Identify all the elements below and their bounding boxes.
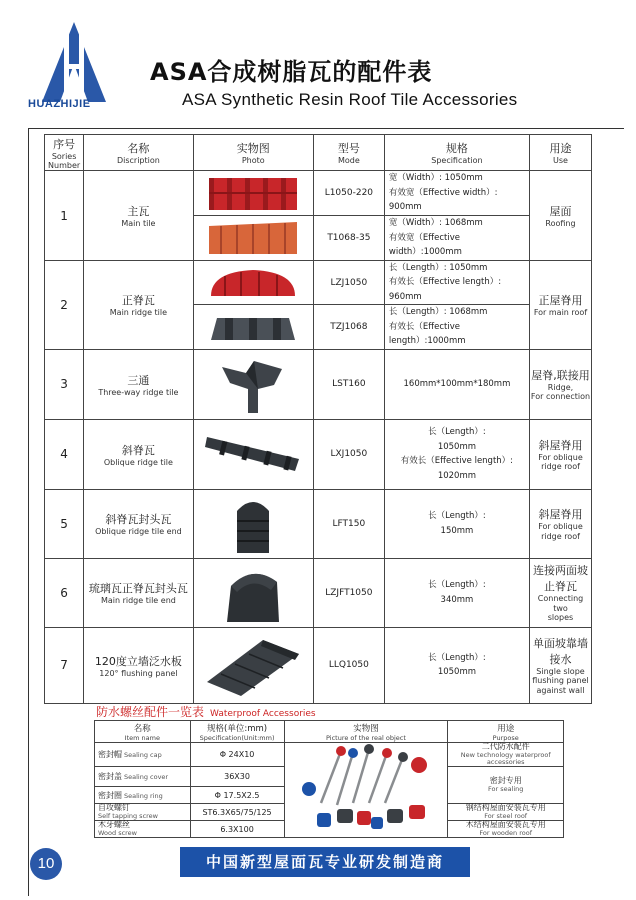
col-header-spec: 规格 Specification [384,135,529,171]
page-number: 10 [30,848,62,880]
brand-name: HUAZHIJIE [28,98,91,110]
table-row: 6 琉璃瓦正脊瓦封头瓦 Main ridge tile end LZJFT1050 长（Length）: 340mm 连接两面坡 止脊瓦 Connecting two slopes [45,558,592,627]
table-row: 5 斜脊瓦封头瓦 Oblique ridge tile end LFT150 长（Length）: 150mm 斜屋脊用 For oblique ridge roof [45,489,592,558]
accessories-table [44,134,592,704]
col-header-model: 型号 Mode [313,135,384,171]
wp-row: 密封盖 Sealing cover 36X30 密封专用 For sealing [95,767,564,787]
flushing-panel-photo [193,627,313,703]
col-header-name: 名称 Discription [84,135,193,171]
table-row: TZJ1068 长（Length）: 1068mm 有效长（Effective length）:1000mm [45,305,592,349]
table-header-row [45,135,592,171]
table-row: T1068-35 宽（Width）: 1068mm 有效宽（Effective width）:1000mm [45,216,592,261]
wp-row: 自攻螺钉 Self tapping screw ST6.3X65/75/125 钢结构屋面安装瓦专用 For steel roof [95,804,564,821]
three-way-ridge-tile-photo [193,349,313,419]
footer-slogan-banner: 中国新型屋面瓦专业研发制造商 [180,847,470,877]
wp-header-row: 名称 Item name 规格(单位:mm) Specification(Unit:mm) 实物图 Picture of the real object 用途 Purpose [95,721,564,743]
ridge-tile-gray-photo [193,305,313,349]
table-row: 2 正脊瓦 Main ridge tile LZJ1050 长（Length）: 1050mm 有效长（Effective length）: 960mm 正屋脊用 For main roof [45,261,592,305]
col-header-photo: 实物图 Photo [193,135,313,171]
waterproof-section-title: 防水螺丝配件一览表 Waterproof Accessories [96,705,316,719]
main-tile-orange-photo [193,216,313,261]
table-row: 3 三通 Three-way ridge tile LST160 160mm*100mm*180mm 屋脊,联接用 Ridge, For connection [45,349,592,419]
wp-row: 密封圈 Sealing ring Φ 17.5X2.5 [95,787,564,804]
main-ridge-tile-end-photo [193,558,313,627]
wp-row: 密封帽 Sealing cap Φ 24X10 二代防水配件 New technology waterproof accessories [95,743,564,767]
screws-photo [284,743,448,838]
oblique-ridge-tile-end-photo [193,489,313,558]
oblique-ridge-tile-photo [193,419,313,489]
ridge-tile-red-photo [193,261,313,305]
col-header-number: 序号 Sories Number [45,135,84,171]
table-row: 7 120度立墙泛水板 120° flushing panel LLQ1050 长（Length）: 1050mm 单面坡靠墙 接水 Single slope flushing panel against wall [45,627,592,703]
table-row: 1 主瓦 Main tile L1050-220 宽（Width）: 1050mm 有效宽（Effective width）: 900mm 屋面 Roofing [45,171,592,216]
page-title-cn: ASA合成树脂瓦的配件表 [150,58,433,86]
waterproof-table [94,720,564,838]
page-title-en: ASA Synthetic Resin Roof Tile Accessories [182,90,518,109]
main-tile-red-photo [193,171,313,216]
wp-row: 木牙螺丝 Wood screw 6.3X100 木结构屋面安装瓦专用 For wooden roof [95,821,564,838]
table-row: 4 斜脊瓦 Oblique ridge tile LXJ1050 长（Length）: 1050mm 有效长（Effective length）: 1020mm 斜屋脊用 For oblique ridge roof [45,419,592,489]
col-header-use: 用途 Use [529,135,591,171]
